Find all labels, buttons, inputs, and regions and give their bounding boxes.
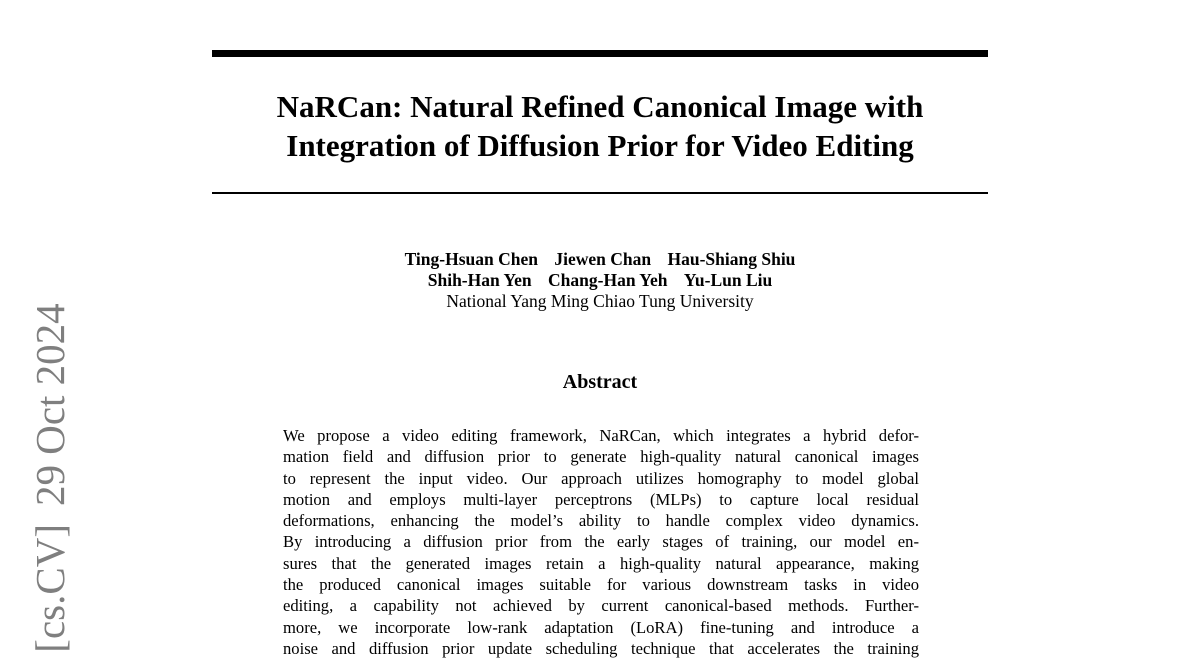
author-name: Shih-Han Yen: [427, 270, 532, 290]
abstract-line: editing, a capability not achieved by current canonical-based methods. Further-: [283, 596, 919, 616]
paper-title: [212, 87, 988, 165]
title-line-2: Integration of Diffusion Prior for Video Editing: [286, 128, 914, 163]
author-name: Jiewen Chan: [554, 249, 652, 269]
author-name: Chang-Han Yeh: [548, 270, 668, 290]
title-line-1: NaRCan: Natural Refined Canonical Image with: [276, 89, 924, 124]
arxiv-side-stamp: [28, 303, 72, 652]
arxiv-category: [cs.CV]: [27, 524, 73, 653]
affiliation: National Yang Ming Chiao Tung University: [446, 291, 754, 311]
title-bottom-rule: [212, 192, 988, 194]
author-name: Hau-Shiang Shiu: [667, 249, 796, 269]
author-block: [212, 249, 988, 312]
abstract-line: By introducing a diffusion prior from the early stages of training, our model en-: [283, 532, 919, 552]
abstract-line: deformations, enhancing the model’s ability to handle complex video dynamics.: [283, 511, 919, 531]
abstract-line: motion and employs multi-layer perceptrons (MLPs) to capture local residual: [283, 489, 919, 509]
abstract-body: [283, 425, 919, 658]
abstract-line: noise and diffusion prior update scheduling technique that accelerates the training: [283, 638, 919, 658]
abstract-line: mation field and diffusion prior to generate high-quality natural canonical images: [283, 447, 919, 467]
abstract-line: sures that the generated images retain a high-quality natural appearance, making: [283, 553, 919, 573]
abstract-line: more, we incorporate low-rank adaptation (LoRA) fine-tuning and introduce a: [283, 617, 919, 637]
abstract-heading: Abstract: [562, 371, 638, 393]
author-name: Yu-Lun Liu: [683, 270, 773, 290]
abstract-line: to represent the input video. Our approach utilizes homography to model global: [283, 468, 919, 488]
author-row-2: [212, 270, 988, 291]
title-top-rule: [212, 50, 988, 57]
abstract-line: We propose a video editing framework, NaRCan, which integrates a hybrid defor-: [283, 426, 919, 445]
abstract-line: the produced canonical images suitable for various downstream tasks in video: [283, 575, 919, 595]
arxiv-date: 29 Oct 2024: [27, 303, 73, 507]
author-row-1: [212, 249, 988, 270]
author-name: Ting-Hsuan Chen: [404, 249, 538, 269]
